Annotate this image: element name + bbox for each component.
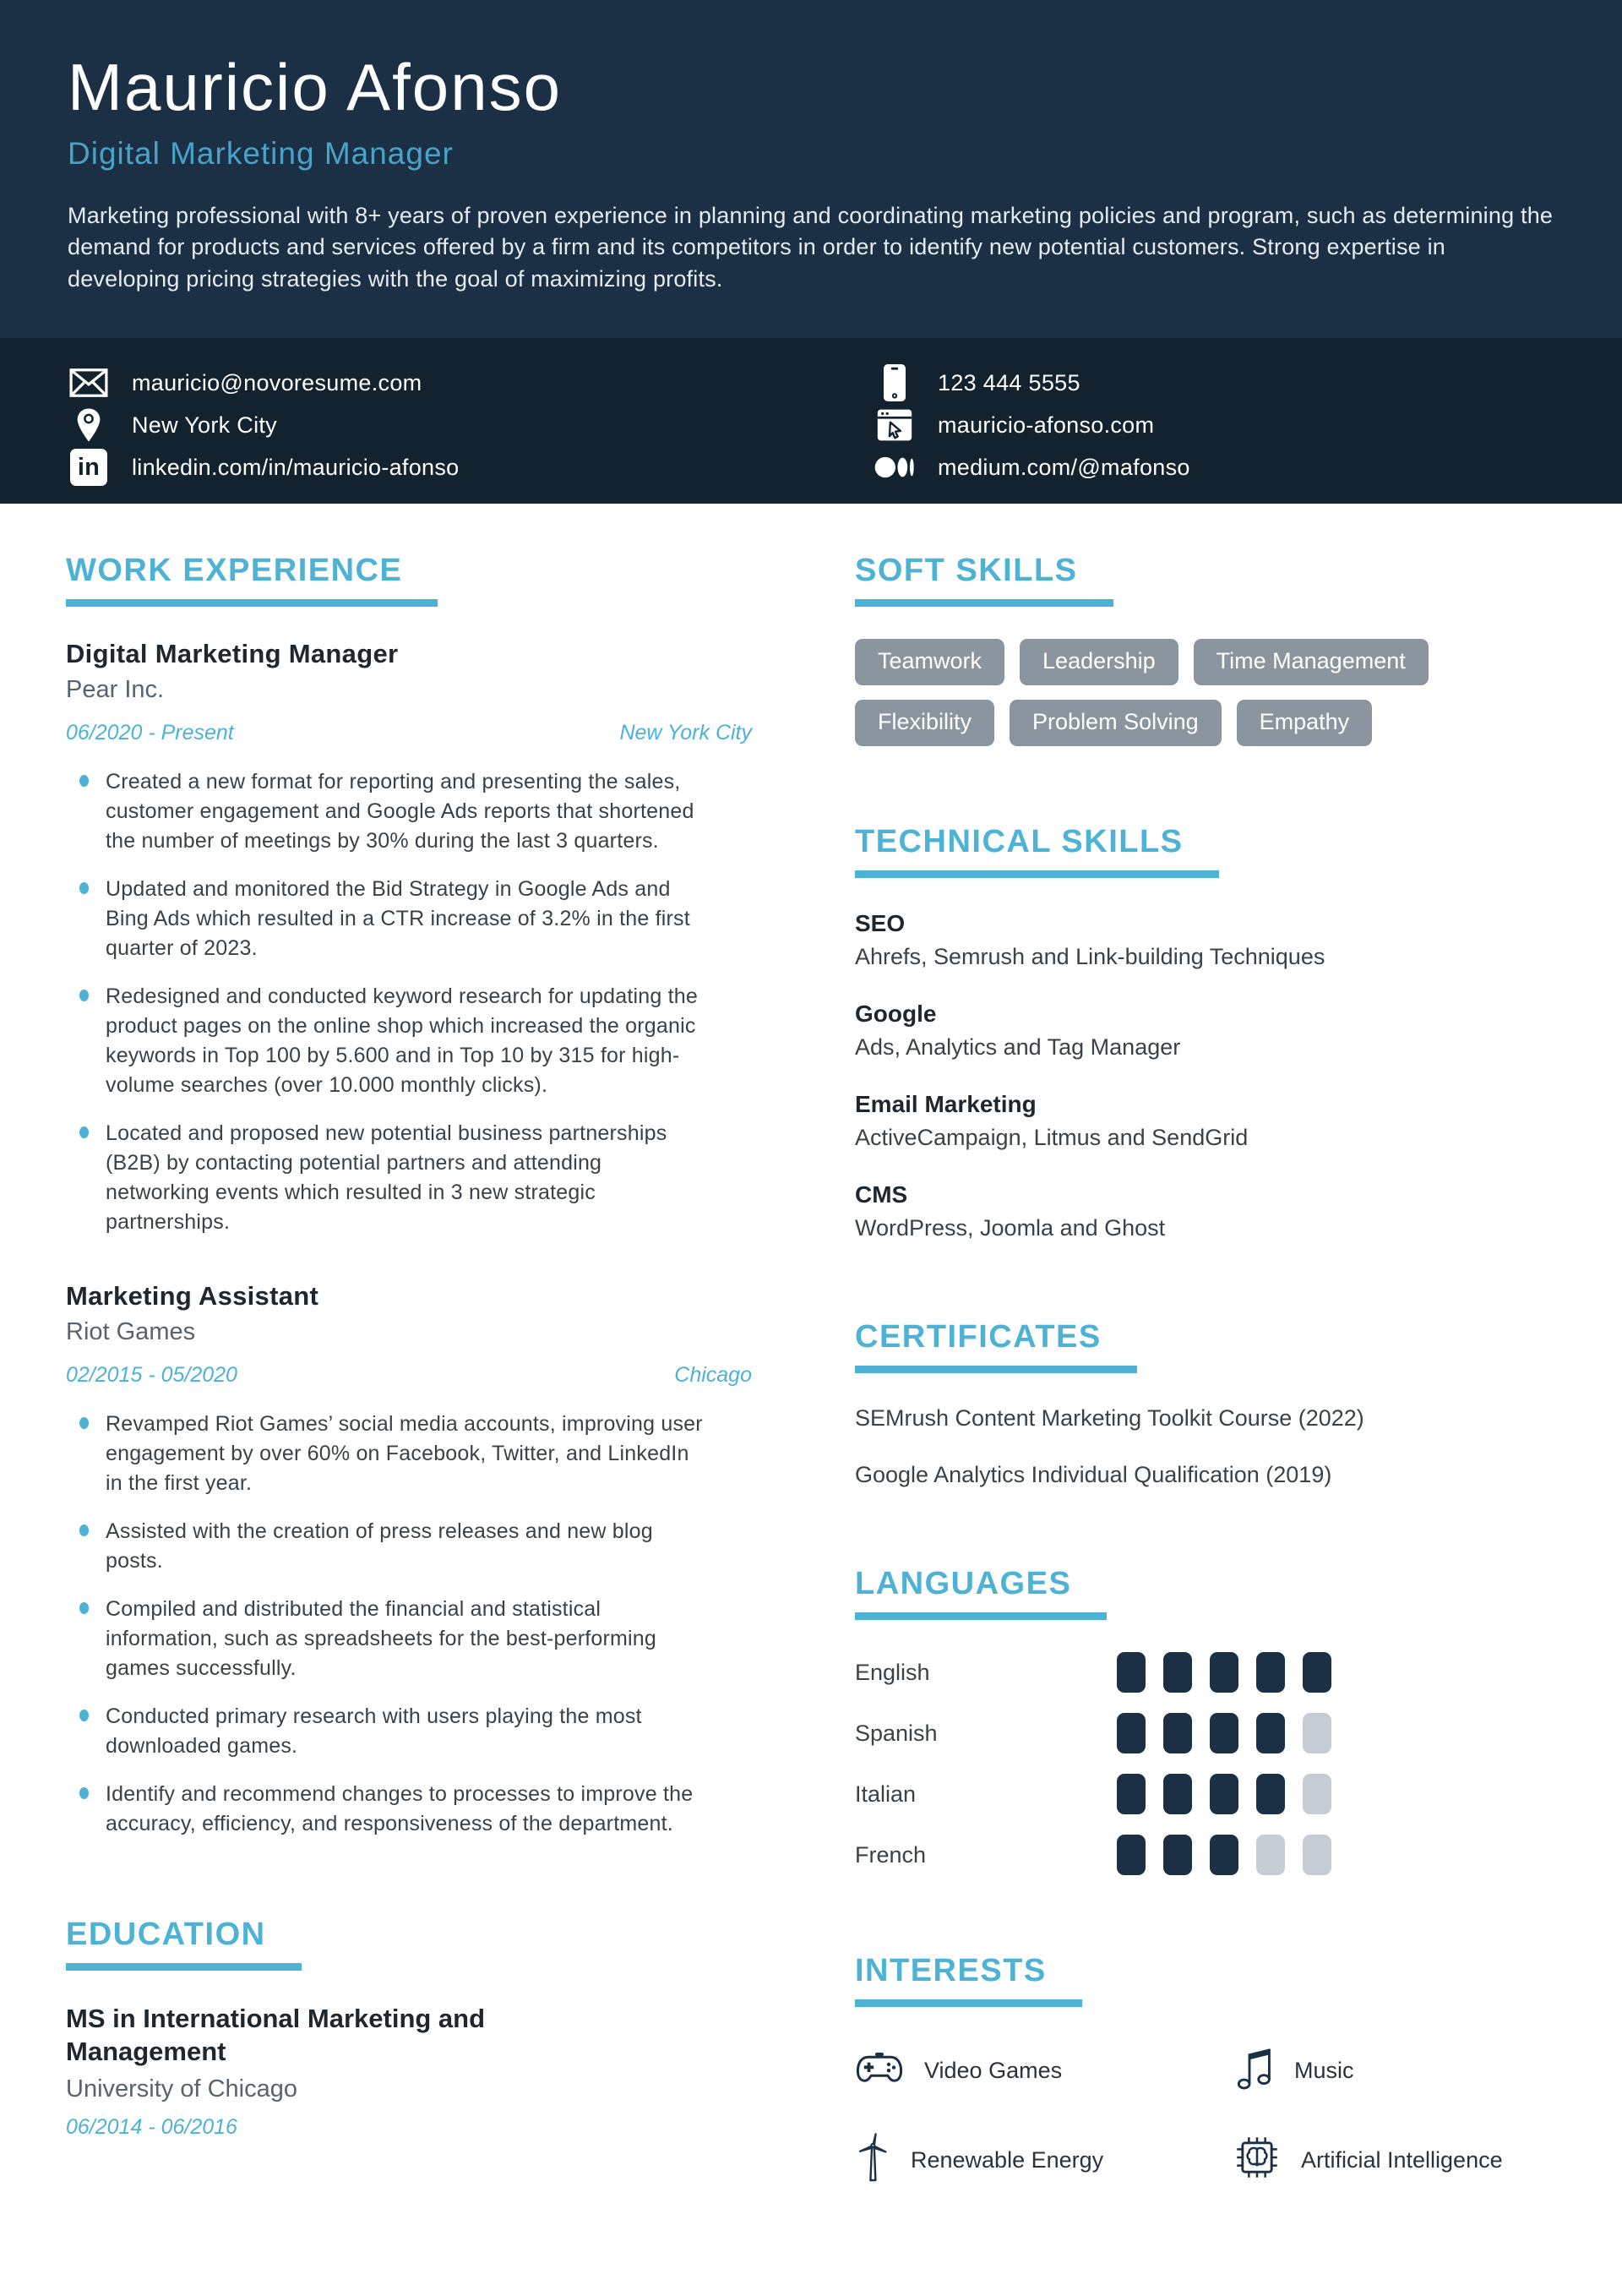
interest-artificial-intelligence [1233,2133,1556,2188]
job-meta [66,721,752,745]
interest-video-games [855,2044,1233,2097]
job-location: New York City [619,721,752,744]
language-level-filled [1117,1835,1146,1875]
language-level-bar [1117,1713,1331,1753]
language-level-bar [1117,1652,1331,1693]
job-bullets [66,767,752,1237]
contact-location-text: New York City [132,412,277,438]
certificates-heading: CERTIFICATES [855,1319,1137,1373]
language-level-filled [1117,1652,1146,1693]
tech-skill-value: Ahrefs, Semrush and Link-building Techniques [855,944,1325,969]
linkedin-icon: in [68,446,110,488]
tech-skill-group [855,1091,1556,1151]
language-level-filled [1256,1774,1285,1814]
language-level-empty [1303,1774,1331,1814]
tech-skill-group [855,910,1556,970]
job-bullet: Assisted with the creation of press releases and new blog posts. [79,1517,705,1576]
language-level-filled [1303,1652,1331,1693]
person-job-title: Digital Marketing Manager [68,136,454,171]
language-level-empty [1303,1835,1331,1875]
smartphone-icon [874,362,916,404]
language-row [855,1713,1556,1753]
contact-linkedin-text: linkedin.com/in/mauricio-afonso [132,454,460,480]
technical-skills-heading: TECHNICAL SKILLS [855,824,1219,878]
certificates-section [855,1319,1556,1488]
language-row [855,1835,1556,1875]
contact-website-text: mauricio-afonso.com [938,412,1155,438]
job-meta [66,1363,752,1388]
education-heading: EDUCATION [66,1917,302,1971]
tech-skill-value: ActiveCampaign, Litmus and SendGrid [855,1125,1249,1150]
skill-pill: Flexibility [855,700,994,746]
contact-bar [0,338,1622,504]
tech-skill-label: SEO [855,910,906,936]
job-entry-2 [66,1281,752,1839]
wind-turbine-icon [855,2133,890,2188]
language-row [855,1652,1556,1693]
language-level-filled [1210,1652,1238,1693]
right-column [855,553,1556,2188]
tech-skill-label: CMS [855,1181,908,1208]
certificate-item: SEMrush Content Marketing Toolkit Course (2022) [855,1405,1364,1431]
resume-body [0,504,1622,2222]
language-name: English [855,1659,930,1685]
interest-label: Renewable Energy [911,2147,1104,2173]
interest-label: Artificial Intelligence [1301,2147,1503,2173]
contact-medium-text: medium.com/@mafonso [938,454,1190,480]
contact-phone [874,362,1554,404]
language-level-filled [1256,1652,1285,1693]
language-level-bar [1117,1835,1331,1875]
skill-pill: Time Management [1194,639,1429,685]
language-row [855,1774,1556,1814]
soft-skills-section [855,553,1556,746]
languages-section [855,1566,1556,1875]
work-experience-heading: WORK EXPERIENCE [66,553,438,607]
language-level-empty [1303,1713,1331,1753]
contact-column-left [68,362,811,488]
job-bullet: Created a new format for reporting and presenting the sales, customer engagement and Google Ads reports that shortened the number of meetings by 30% during the last 3 quarters. [79,767,705,856]
tech-skill-label: Email Marketing [855,1091,1037,1117]
job-bullet: Identify and recommend changes to processes to improve the accuracy, efficiency, and responsiveness of the department. [79,1780,705,1839]
technical-skills-section [855,824,1556,1241]
language-level-filled [1163,1652,1192,1693]
job-bullet: Conducted primary research with users playing the most downloaded games. [79,1702,705,1761]
interests-grid [855,2044,1556,2188]
skill-pill: Empathy [1237,700,1373,746]
header [0,0,1622,338]
contact-email [68,362,811,404]
job-title: Digital Marketing Manager [66,639,399,668]
soft-skills-heading: SOFT SKILLS [855,553,1113,607]
language-level-filled [1210,1713,1238,1753]
certificate-item: Google Analytics Individual Qualification (2019) [855,1462,1332,1487]
ai-chip-icon [1233,2134,1281,2187]
person-name: Mauricio Afonso [68,50,562,124]
language-level-filled [1163,1713,1192,1753]
languages-heading: LANGUAGES [855,1566,1107,1620]
soft-skills-pills [855,639,1531,746]
tech-skill-group [855,1001,1556,1061]
map-pin-icon [68,404,110,446]
tech-skill-value: Ads, Analytics and Tag Manager [855,1034,1181,1060]
interests-section [855,1953,1556,2188]
gamepad-icon [855,2049,904,2092]
education-section [66,1917,752,2140]
language-name: Spanish [855,1720,938,1746]
language-level-filled [1117,1713,1146,1753]
skill-pill: Problem Solving [1010,700,1222,746]
left-column [66,553,752,2188]
contact-location [68,404,811,446]
contact-email-text: mauricio@novoresume.com [132,369,422,395]
language-name: French [855,1841,927,1868]
language-level-filled [1256,1713,1285,1753]
education-dates: 06/2014 - 06/2016 [66,2114,237,2139]
job-dates: 02/2015 - 05/2020 [66,1363,237,1387]
job-location: Chicago [674,1363,752,1387]
language-level-filled [1117,1774,1146,1814]
contact-column-right [811,362,1554,488]
contact-linkedin [68,446,811,488]
job-company: Pear Inc. [66,676,165,703]
job-bullet: Located and proposed new potential business partnerships (B2B) by contacting potential partners and attending networking events which resulted in 3 new strategic partnerships. [79,1119,705,1237]
envelope-icon [68,362,110,404]
language-level-filled [1163,1774,1192,1814]
summary-text: Marketing professional with 8+ years of proven experience in planning and coordinating marketing policies and program, such as determining the demand for products and services offered by a firm and its competitors in order to identify new potential customers. Strong expertise in developing pricing strategies with the goal of maximizing profits. [68,203,1554,292]
job-dates: 06/2020 - Present [66,721,234,744]
language-name: Italian [855,1781,917,1807]
contact-phone-text: 123 444 5555 [938,369,1080,395]
language-level-empty [1256,1835,1285,1875]
job-bullet: Redesigned and conducted keyword research for updating the product pages on the online shop which increased the organic keywords in Top 100 by 5.600 and in Top 10 by 315 for high-volume searches (over 10.000 monthly clicks). [79,982,705,1100]
job-bullet: Revamped Riot Games’ social media accounts, improving user engagement by over 60% on Facebook, Twitter, and LinkedIn in the first year. [79,1410,705,1498]
job-bullet: Compiled and distributed the financial and statistical information, such as spreadsheets for the best-performing games successfully. [79,1595,705,1683]
work-experience-section [66,553,752,1839]
interests-heading: INTERESTS [855,1953,1082,2007]
language-level-filled [1163,1835,1192,1875]
music-note-icon [1233,2044,1274,2097]
interest-renewable-energy [855,2133,1233,2188]
job-title: Marketing Assistant [66,1281,319,1311]
interest-music [1233,2044,1556,2097]
language-level-bar [1117,1774,1331,1814]
contact-medium [874,446,1554,488]
job-bullets [66,1410,752,1839]
education-degree: MS in International Marketing and Management [66,2004,486,2066]
interest-label: Video Games [924,2058,1063,2083]
job-entry-1 [66,639,752,1237]
language-level-filled [1210,1774,1238,1814]
skill-pill: Leadership [1020,639,1178,685]
skill-pill: Teamwork [855,639,1004,685]
tech-skill-label: Google [855,1001,937,1027]
tech-skill-group [855,1181,1556,1241]
language-level-filled [1210,1835,1238,1875]
interest-label: Music [1294,2058,1354,2083]
browser-cursor-icon [874,404,916,446]
contact-website [874,404,1554,446]
education-school: University of Chicago [66,2075,297,2102]
medium-icon [874,446,916,488]
job-company: Riot Games [66,1318,196,1345]
tech-skill-value: WordPress, Joomla and Ghost [855,1215,1166,1241]
job-bullet: Updated and monitored the Bid Strategy in Google Ads and Bing Ads which resulted in a CTR increase of 3.2% in the first quarter of 2023. [79,875,705,963]
